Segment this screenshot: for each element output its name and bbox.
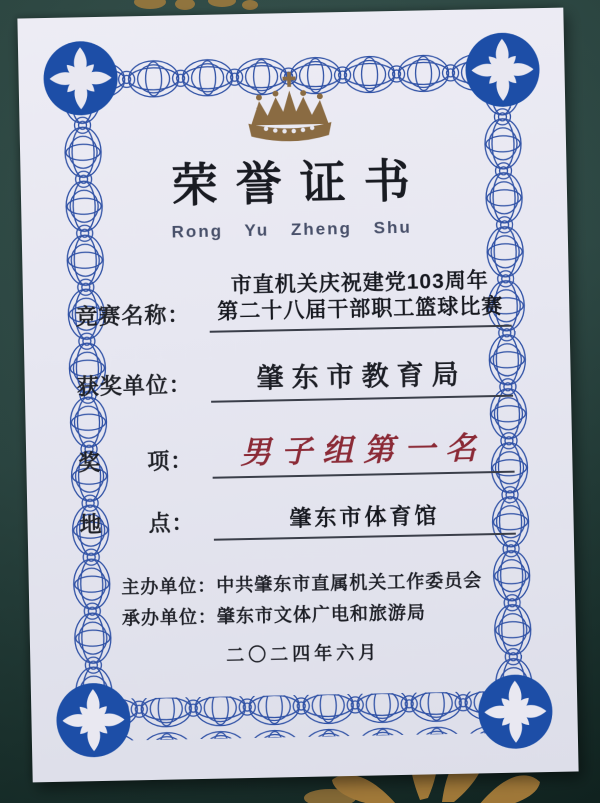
crown-icon xyxy=(71,67,508,148)
organizer-lines xyxy=(121,565,483,634)
certificate-title: 荣誉证书 xyxy=(171,154,429,212)
co-organizer-line: 承办单位：肇东市文体广电和旅游局 xyxy=(121,602,427,629)
competition-line-2: 第二十八届干部职工篮球比赛 xyxy=(217,295,504,324)
field-location xyxy=(79,497,516,543)
field-label-location: 地 点： xyxy=(79,509,195,537)
certificate-fields xyxy=(75,268,516,543)
field-winning-unit xyxy=(76,351,513,405)
competition-line-1: 市直机关庆祝建党103周年 xyxy=(230,269,489,298)
award-value: 男子组第一名 xyxy=(239,429,487,470)
location-value: 肇东市体育馆 xyxy=(289,502,440,531)
field-value-competition xyxy=(209,268,512,333)
certificate-title-pinyin: Rong Yu Zheng Shu xyxy=(171,217,412,242)
field-award xyxy=(78,421,515,481)
certificate-paper xyxy=(17,8,578,783)
field-value-winner xyxy=(210,351,513,402)
field-competition-name xyxy=(75,268,512,335)
certificate-content xyxy=(17,8,578,783)
field-value-award xyxy=(212,421,515,478)
organizer-line: 主办单位：中共肇东市直属机关工作委员会 xyxy=(121,570,483,598)
field-value-location xyxy=(213,497,516,540)
certificate-date: 二〇二四年六月 xyxy=(226,642,381,666)
field-label-winner: 获奖单位： xyxy=(76,371,193,399)
winner-value: 肇东市教育局 xyxy=(256,359,467,394)
certificate-footer xyxy=(29,563,577,671)
field-label-competition: 竞赛名称： xyxy=(75,301,191,329)
field-label-award: 奖 项： xyxy=(78,447,194,475)
